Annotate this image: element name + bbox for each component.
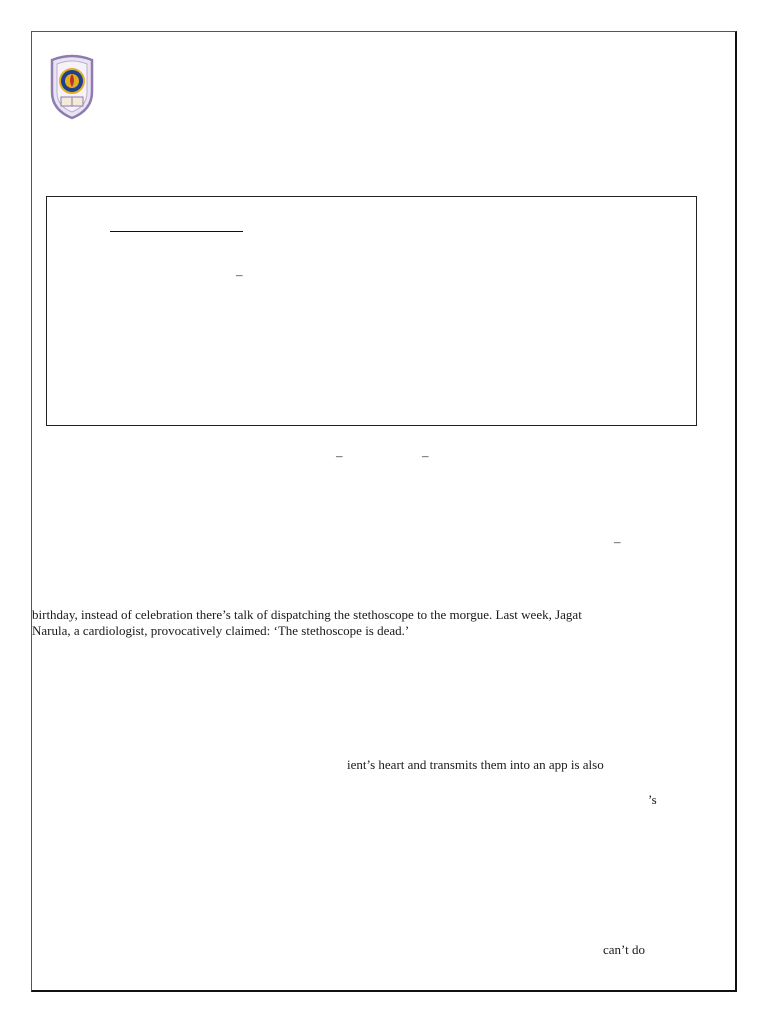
page-border (31, 31, 737, 992)
article-line-1: birthday, instead of celebration there’s talk of dispatching the stethoscope to the morgue. Last week, Jagat (32, 607, 582, 622)
article-line-2: Narula, a cardiologist, provocatively claimed: ‘The stethoscope is dead.’ (32, 623, 410, 638)
article-fragment-3: can’t do (603, 942, 645, 957)
dash-mid-1: – (336, 448, 343, 463)
dash-mid-2: – (422, 448, 429, 463)
box-dash: – (236, 267, 243, 282)
school-crest-logo (48, 54, 96, 120)
dash-right: – (614, 534, 621, 549)
heading-underline (110, 231, 243, 232)
article-fragment-1: ient’s heart and transmits them into an app is also (347, 757, 604, 772)
article-fragment-2: ’s (648, 792, 657, 807)
